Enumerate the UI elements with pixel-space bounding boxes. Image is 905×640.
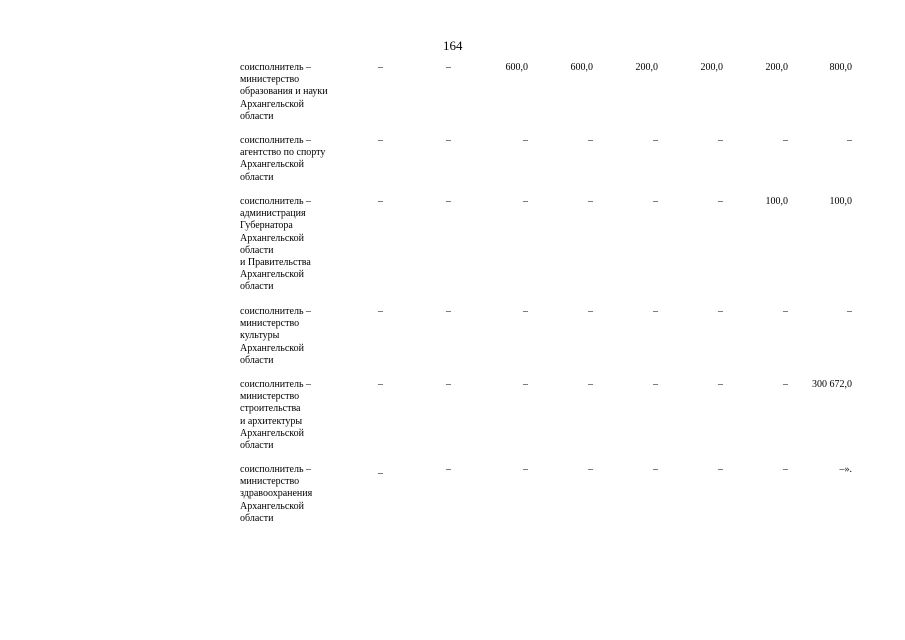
table-cell: – (446, 379, 451, 390)
table-cell: – (378, 306, 383, 317)
table-cell: – (446, 196, 451, 207)
table-row (240, 379, 880, 464)
table-cell: 100,0 (765, 196, 788, 207)
page-number: 164 (443, 38, 463, 53)
row-label: соисполнитель – администрация Губернатора Архангельской области и Правительства Архангельской области (240, 196, 312, 293)
table-cell: – (588, 379, 593, 390)
row-label: соисполнитель – министерство культуры Архангельской области (240, 306, 312, 366)
table-cell: – (446, 464, 451, 475)
table-cell: – (653, 135, 658, 146)
table-row (240, 306, 880, 379)
table-cell: – (847, 306, 852, 317)
table-cell: – (378, 196, 383, 207)
row-label: соисполнитель – министерство строительства и архитектуры Архангельской области (240, 379, 312, 452)
table-cell: – (588, 196, 593, 207)
table-cell: – (653, 379, 658, 390)
table-cell: 600,0 (570, 62, 593, 73)
table-cell: – (718, 379, 723, 390)
table-cell: – (653, 464, 658, 475)
table-row (240, 135, 880, 196)
table-cell: – (378, 62, 383, 73)
table-cell: – (523, 379, 528, 390)
table-cell: – (783, 464, 788, 475)
table-cell: 300 672,0 (812, 379, 852, 390)
budget-table (240, 62, 880, 526)
row-label: соисполнитель – министерство образования и науки Архангельской области (240, 62, 328, 122)
table-cell: – (446, 135, 451, 146)
table-cell: 800,0 (829, 62, 852, 73)
table-cell: – (718, 196, 723, 207)
table-row (240, 464, 880, 526)
table-cell: – (718, 135, 723, 146)
table-cell: – (783, 379, 788, 390)
table-cell: – (523, 464, 528, 475)
table-cell: – (523, 135, 528, 146)
row-label: соисполнитель – агентство по спорту Архангельской области (240, 135, 326, 183)
table-cell: – (718, 306, 723, 317)
table-row (240, 62, 880, 135)
table-cell: – (588, 464, 593, 475)
table-cell: – (847, 135, 852, 146)
table-cell: – (588, 306, 593, 317)
table-cell: – (523, 306, 528, 317)
table-cell: – (378, 379, 383, 390)
table-cell: – (653, 196, 658, 207)
table-cell: 200,0 (700, 62, 723, 73)
table-cell: –». (839, 464, 852, 475)
table-cell: – (653, 306, 658, 317)
table-cell: 200,0 (765, 62, 788, 73)
table-cell: 200,0 (635, 62, 658, 73)
table-cell: – (783, 135, 788, 146)
table-cell: _ (378, 464, 383, 475)
table-cell: – (446, 306, 451, 317)
table-row (240, 196, 880, 306)
table-cell: – (718, 464, 723, 475)
table-cell: – (588, 135, 593, 146)
row-label: соисполнитель – министерство здравоохранения Архангельской области (240, 464, 313, 524)
table-cell: – (446, 62, 451, 73)
table-cell: 100,0 (829, 196, 852, 207)
table-cell: – (783, 306, 788, 317)
table-cell: – (523, 196, 528, 207)
table-cell: – (378, 135, 383, 146)
table-cell: 600,0 (505, 62, 528, 73)
